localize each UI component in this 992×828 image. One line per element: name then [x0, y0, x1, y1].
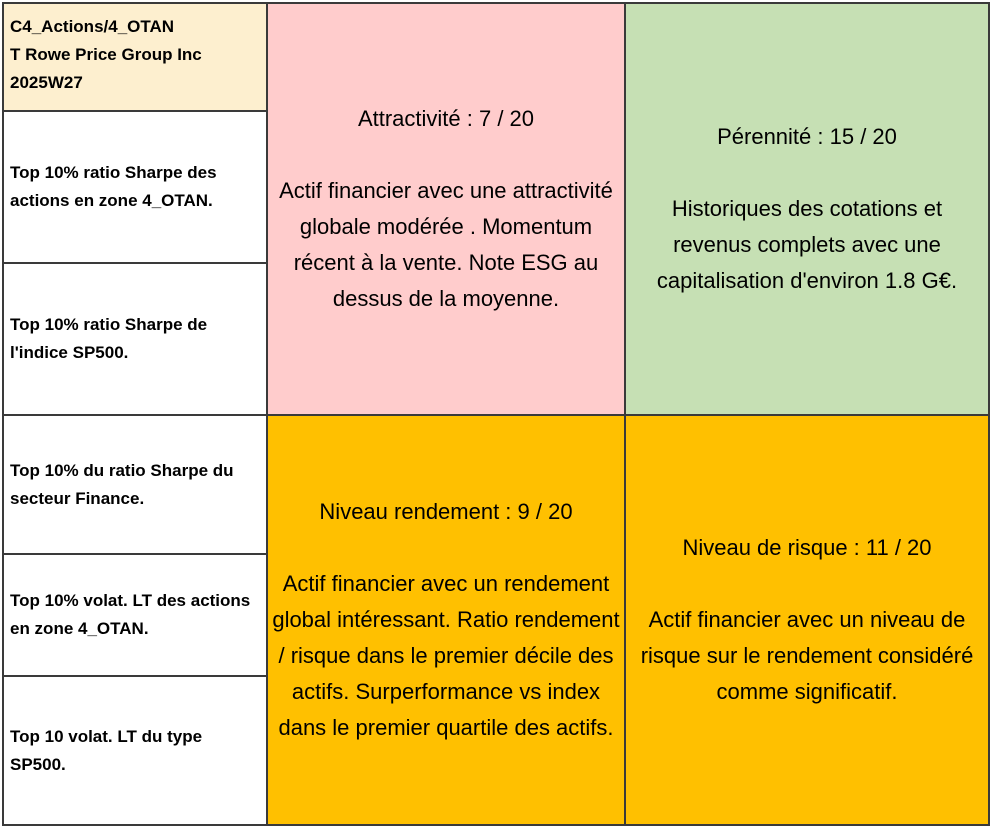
left-item-text: Top 10% volat. LT des actions en zone 4_OTAN. [10, 591, 251, 638]
rendement-tile [266, 414, 626, 826]
left-item-2 [2, 262, 268, 416]
perennite-body: Historiques des cotations et revenus complets avec une capitalisation d'environ 1.8 G€. [656, 196, 958, 293]
rendement-body: Actif financier avec un rendement global intéressant. Ratio rendement / risque dans le premier décile des actifs. Surperformance vs index dans le premier quartile des actifs. [272, 571, 620, 740]
attractivite-title: Attractivité : 7 / 20 [357, 106, 535, 131]
left-item-1 [2, 110, 268, 264]
risque-tile [624, 414, 990, 826]
perennite-tile [624, 2, 990, 416]
left-item-text: Top 10% ratio Sharpe des actions en zone 4_OTAN. [10, 163, 217, 210]
risque-title: Niveau de risque : 11 / 20 [682, 535, 932, 560]
rendement-title: Niveau rendement : 9 / 20 [319, 499, 573, 524]
asset-category: C4_Actions/4_OTAN [10, 17, 175, 36]
week-label: 2025W27 [10, 73, 83, 92]
header-cell [2, 2, 268, 112]
left-item-3 [2, 414, 268, 555]
left-item-text: Top 10 volat. LT du type SP500. [10, 726, 203, 774]
left-item-text: Top 10% du ratio Sharpe du secteur Finance. [10, 460, 234, 508]
perennite-title: Pérennité : 15 / 20 [717, 124, 897, 149]
risque-body: Actif financier avec un niveau de risque sur le rendement considéré comme significatif. [640, 607, 974, 704]
left-item-text: Top 10% ratio Sharpe de l'indice SP500. [10, 315, 208, 362]
asset-name: T Rowe Price Group Inc [10, 45, 202, 64]
attractivite-body: Actif financier avec une attractivité globale modérée . Momentum récent à la vente. Note ESG au dessus de la moyenne. [279, 178, 613, 311]
attractivite-tile [266, 2, 626, 416]
left-item-4 [2, 553, 268, 677]
left-item-5 [2, 675, 268, 826]
